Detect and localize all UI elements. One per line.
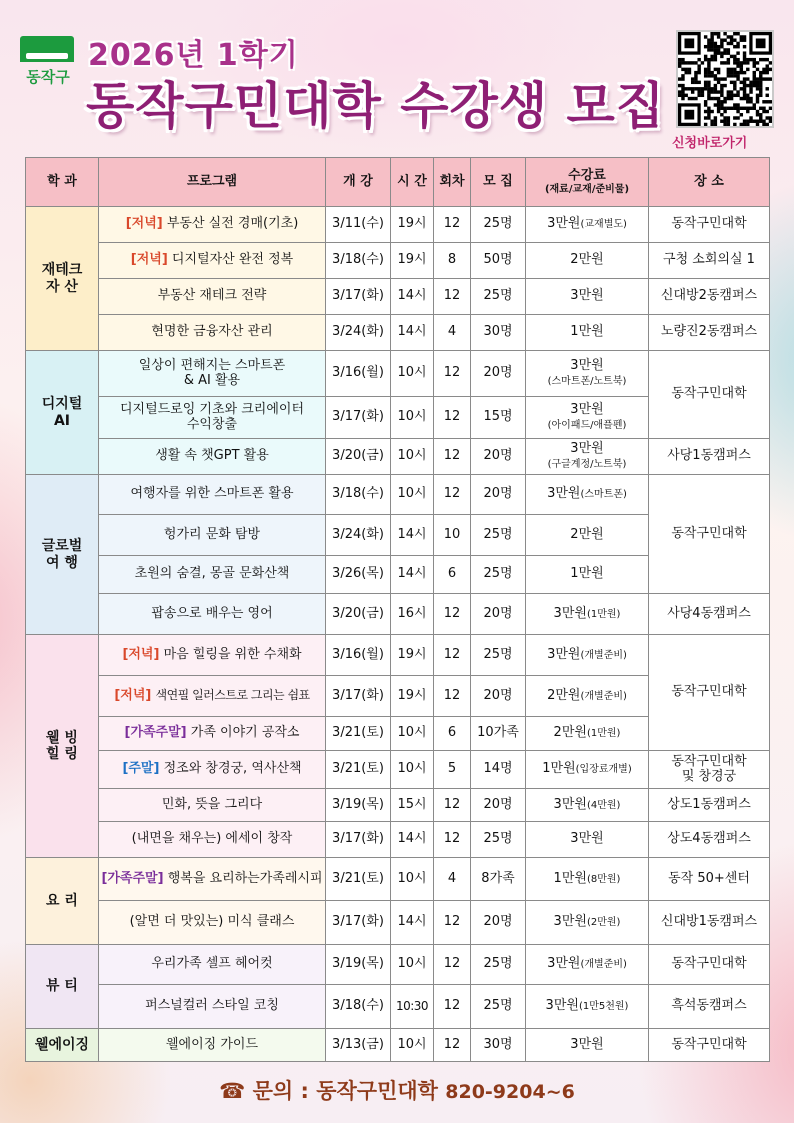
program-cell: [99, 751, 326, 789]
header-program: 프로그램: [99, 158, 326, 207]
fee-cell: [526, 635, 649, 676]
place-cell: 동작구민대학: [649, 351, 770, 439]
sessions-cell: 12: [434, 676, 471, 717]
sessions-cell: 12: [434, 594, 471, 635]
contact-label: 문의 : 동작구민대학: [252, 1079, 438, 1103]
table-row: [26, 279, 770, 315]
program-cell: [99, 822, 326, 858]
qr-code[interactable]: [676, 30, 774, 128]
dept-cell-beauty: 뷰 티: [26, 945, 99, 1029]
place-cell: 사당1동캠퍼스: [649, 439, 770, 475]
capacity-cell: 20명: [471, 351, 526, 397]
capacity-cell: 20명: [471, 475, 526, 515]
table-header-row: [26, 158, 770, 207]
start-cell: 3/17(화): [326, 397, 391, 439]
capacity-cell: 20명: [471, 789, 526, 822]
header-dept: 학 과: [26, 158, 99, 207]
program-cell: [99, 676, 326, 717]
start-cell: 3/24(화): [326, 515, 391, 556]
apply-link-label[interactable]: 신청바로가기: [672, 136, 748, 151]
fee-value: 2만원: [570, 252, 604, 268]
time-cell: 19시: [391, 207, 434, 243]
fee-note: (입장료개별): [575, 764, 632, 776]
dept-cell-digital: 디지털 AI: [26, 351, 99, 475]
header-time: 시 간: [391, 158, 434, 207]
program-tag: [주말]: [122, 761, 160, 777]
capacity-cell: 15명: [471, 397, 526, 439]
start-cell: 3/19(목): [326, 945, 391, 985]
capacity-cell: 20명: [471, 439, 526, 475]
fee-note: (1만원): [586, 728, 621, 740]
header-fee-label: 수강료: [568, 167, 606, 183]
time-cell: 10시: [391, 475, 434, 515]
program-cell: [99, 351, 326, 397]
place-cell: 동작 50+센터: [649, 858, 770, 901]
program-name: 색연필 일러스트로 그리는 쉼표: [155, 687, 310, 702]
time-cell: 19시: [391, 243, 434, 279]
table-row: [26, 207, 770, 243]
time-cell: 10:30: [391, 985, 434, 1029]
program-name: 현명한 금융자산 관리: [151, 324, 273, 340]
contact-number: 820-9204~6: [445, 1081, 575, 1103]
fee-cell: [526, 243, 649, 279]
table-row: [26, 945, 770, 985]
time-cell: 14시: [391, 556, 434, 594]
fee-note: (교재별도): [580, 219, 627, 231]
place-cell: 상도1동캠퍼스: [649, 789, 770, 822]
fee-note: (스마트폰/노트북): [547, 375, 627, 387]
program-name: 여행자를 위한 스마트폰 활용: [130, 486, 294, 502]
start-cell: 3/18(수): [326, 985, 391, 1029]
program-tag: [저녁]: [122, 646, 160, 662]
time-cell: 10시: [391, 945, 434, 985]
fee-cell: [526, 515, 649, 556]
place-cell: 동작구민대학: [649, 635, 770, 751]
fee-value: 3만원: [545, 998, 579, 1014]
header-fee-sub: (재료/교재/준비물): [544, 183, 630, 195]
phone-icon: ☎: [219, 1079, 246, 1103]
start-cell: 3/17(화): [326, 901, 391, 945]
program-cell: [99, 243, 326, 279]
fee-note: (개별준비): [580, 959, 627, 971]
sessions-cell: 12: [434, 439, 471, 475]
capacity-cell: 50명: [471, 243, 526, 279]
place-cell: 동작구민대학: [649, 1029, 770, 1062]
fee-cell: [526, 822, 649, 858]
capacity-cell: 25명: [471, 985, 526, 1029]
program-name: 부동산 재테크 전략: [157, 288, 267, 304]
sessions-cell: 12: [434, 635, 471, 676]
sessions-cell: 12: [434, 789, 471, 822]
logo-text: 동작구: [26, 68, 70, 86]
fee-value: 1만원: [570, 324, 604, 340]
dept-cell-travel: 글로벌 여 행: [26, 475, 99, 635]
program-tag: [저녁]: [130, 252, 168, 268]
sessions-cell: 5: [434, 751, 471, 789]
fee-value: 1만원: [570, 566, 604, 582]
fee-value: 3만원: [570, 440, 604, 456]
table-row: [26, 901, 770, 945]
time-cell: 15시: [391, 789, 434, 822]
sessions-cell: 12: [434, 475, 471, 515]
fee-note: (1만원): [586, 608, 621, 620]
table-row: [26, 789, 770, 822]
fee-note: (2만원): [586, 917, 621, 929]
fee-cell: [526, 1029, 649, 1062]
time-cell: 14시: [391, 901, 434, 945]
capacity-cell: 8가족: [471, 858, 526, 901]
program-cell: [99, 315, 326, 351]
semester-subtitle: 2026년 1학기: [88, 38, 299, 73]
start-cell: 3/13(금): [326, 1029, 391, 1062]
fee-cell: [526, 717, 649, 751]
sessions-cell: 6: [434, 556, 471, 594]
start-cell: 3/17(화): [326, 822, 391, 858]
fee-cell: [526, 594, 649, 635]
program-name: 마음 힐링을 위한 수채화: [163, 646, 302, 662]
header-sessions: 회차: [434, 158, 471, 207]
sessions-cell: 12: [434, 351, 471, 397]
start-cell: 3/20(금): [326, 594, 391, 635]
program-cell: [99, 1029, 326, 1062]
fee-cell: [526, 789, 649, 822]
sessions-cell: 4: [434, 315, 471, 351]
capacity-cell: 20명: [471, 901, 526, 945]
start-cell: 3/11(수): [326, 207, 391, 243]
fee-cell: [526, 351, 649, 397]
fee-note: (1만5천원): [578, 1001, 629, 1013]
fee-note: (스마트폰): [580, 489, 627, 501]
table-row: [26, 985, 770, 1029]
program-cell: [99, 207, 326, 243]
program-cell: [99, 635, 326, 676]
program-name: 민화, 뜻을 그리다: [161, 796, 263, 812]
fee-note: (8만원): [586, 873, 621, 885]
table-row: [26, 594, 770, 635]
table-row: [26, 1029, 770, 1062]
time-cell: 19시: [391, 635, 434, 676]
program-name: 팝송으로 배우는 영어: [151, 605, 273, 621]
header-place: 장 소: [649, 158, 770, 207]
fee-value: 2만원: [553, 725, 587, 741]
fee-cell: [526, 901, 649, 945]
program-name: 헝가리 문화 탐방: [163, 526, 261, 542]
program-name: 초원의 숨결, 몽골 문화산책: [134, 566, 290, 582]
table-row: [26, 858, 770, 901]
fee-value: 2만원: [547, 687, 581, 703]
fee-cell: [526, 676, 649, 717]
fee-cell: [526, 315, 649, 351]
program-cell: [99, 397, 326, 439]
dongjak-logo: [20, 36, 76, 98]
time-cell: 16시: [391, 594, 434, 635]
program-cell: [99, 279, 326, 315]
program-name: 정조와 창경궁, 역사산책: [163, 761, 302, 777]
dept-cell-finance: 재테크 자 산: [26, 207, 99, 351]
contact-footer: [0, 1075, 794, 1105]
time-cell: 10시: [391, 397, 434, 439]
start-cell: 3/17(화): [326, 279, 391, 315]
time-cell: 10시: [391, 351, 434, 397]
capacity-cell: 25명: [471, 515, 526, 556]
sessions-cell: 12: [434, 1029, 471, 1062]
capacity-cell: 14명: [471, 751, 526, 789]
sessions-cell: 12: [434, 279, 471, 315]
fee-cell: [526, 751, 649, 789]
program-cell: [99, 556, 326, 594]
dept-cell-wellbeing: 웰 빙 힐 링: [26, 635, 99, 858]
sessions-cell: 12: [434, 207, 471, 243]
fee-value: 3만원: [547, 216, 581, 232]
place-cell: 사당4동캠퍼스: [649, 594, 770, 635]
program-cell: [99, 594, 326, 635]
start-cell: 3/26(목): [326, 556, 391, 594]
sessions-cell: 12: [434, 945, 471, 985]
table-row: [26, 751, 770, 789]
table-row: [26, 475, 770, 515]
sessions-cell: 6: [434, 717, 471, 751]
capacity-cell: 25명: [471, 556, 526, 594]
capacity-cell: 20명: [471, 676, 526, 717]
table-row: [26, 822, 770, 858]
program-cell: [99, 858, 326, 901]
fee-cell: [526, 985, 649, 1029]
place-cell: 신대방1동캠퍼스: [649, 901, 770, 945]
sessions-cell: 10: [434, 515, 471, 556]
place-cell: 동작구민대학 및 창경궁: [649, 751, 770, 789]
fee-value: 3만원: [570, 401, 604, 417]
sessions-cell: 12: [434, 985, 471, 1029]
fee-note: (개별준비): [580, 690, 627, 702]
fee-note: (구글계정/노트북): [547, 458, 627, 470]
start-cell: 3/18(수): [326, 243, 391, 279]
fee-note: (4만원): [586, 799, 621, 811]
dept-cell-aging: 웰에이징: [26, 1029, 99, 1062]
start-cell: 3/21(토): [326, 858, 391, 901]
place-cell: 동작구민대학: [649, 475, 770, 594]
fee-value: 3만원: [570, 288, 604, 304]
program-tag: [가족주말]: [124, 725, 187, 741]
table-row: [26, 315, 770, 351]
place-cell: 동작구민대학: [649, 945, 770, 985]
start-cell: 3/20(금): [326, 439, 391, 475]
capacity-cell: 25명: [471, 635, 526, 676]
place-cell: 구청 소회의실 1: [649, 243, 770, 279]
fee-cell: [526, 556, 649, 594]
start-cell: 3/16(월): [326, 635, 391, 676]
start-cell: 3/24(화): [326, 315, 391, 351]
start-cell: 3/18(수): [326, 475, 391, 515]
program-tag: [가족주말]: [101, 870, 164, 886]
start-cell: 3/21(토): [326, 751, 391, 789]
table-row: [26, 439, 770, 475]
fee-value: 1만원: [553, 870, 587, 886]
capacity-cell: 30명: [471, 1029, 526, 1062]
fee-value: 3만원: [570, 357, 604, 373]
capacity-cell: 25명: [471, 945, 526, 985]
fee-value: 3만원: [570, 1036, 604, 1052]
fee-value: 1만원: [542, 761, 576, 777]
program-name: 웰에이징 가이드: [165, 1036, 259, 1052]
place-cell: 동작구민대학: [649, 207, 770, 243]
time-cell: 10시: [391, 751, 434, 789]
capacity-cell: 20명: [471, 594, 526, 635]
program-name: (알면 더 맛있는) 미식 클래스: [129, 914, 295, 930]
program-name: 일상이 편해지는 스마트폰 & AI 활용: [138, 357, 286, 388]
qr-code-icon: [678, 32, 772, 126]
program-cell: [99, 945, 326, 985]
time-cell: 14시: [391, 515, 434, 556]
program-name: 가족 이야기 공작소: [190, 725, 300, 741]
program-cell: [99, 901, 326, 945]
time-cell: 10시: [391, 717, 434, 751]
logo-emblem: [20, 36, 74, 62]
capacity-cell: 30명: [471, 315, 526, 351]
time-cell: 19시: [391, 676, 434, 717]
program-cell: [99, 985, 326, 1029]
table-row: [26, 351, 770, 397]
start-cell: 3/21(토): [326, 717, 391, 751]
course-table: [25, 157, 770, 1062]
fee-value: 3만원: [553, 605, 587, 621]
fee-cell: [526, 207, 649, 243]
program-name: 디지털드로잉 기초와 크리에이터 수익창출: [119, 401, 305, 432]
header-start: 개 강: [326, 158, 391, 207]
place-cell: 흑석동캠퍼스: [649, 985, 770, 1029]
place-cell: 노량진2동캠퍼스: [649, 315, 770, 351]
capacity-cell: 25명: [471, 822, 526, 858]
fee-value: 2만원: [570, 526, 604, 542]
start-cell: 3/16(월): [326, 351, 391, 397]
fee-cell: [526, 475, 649, 515]
fee-cell: [526, 945, 649, 985]
program-name: 디지털자산 완전 정복: [171, 252, 294, 268]
page-title: 동작구민대학 수강생 모집: [86, 77, 666, 135]
fee-cell: [526, 397, 649, 439]
fee-cell: [526, 439, 649, 475]
start-cell: 3/17(화): [326, 676, 391, 717]
fee-value: 3만원: [570, 831, 604, 847]
fee-value: 3만원: [547, 486, 581, 502]
program-cell: [99, 439, 326, 475]
sessions-cell: 4: [434, 858, 471, 901]
dept-cell-cooking: 요 리: [26, 858, 99, 945]
place-cell: 신대방2동캠퍼스: [649, 279, 770, 315]
time-cell: 14시: [391, 822, 434, 858]
table-row: [26, 243, 770, 279]
program-cell: [99, 789, 326, 822]
header-capacity: 모 집: [471, 158, 526, 207]
program-name: 행복을 요리하는가족레시피: [167, 870, 323, 886]
program-tag: [저녁]: [114, 687, 152, 703]
program-name: 생활 속 챗GPT 활용: [155, 448, 269, 464]
fee-cell: [526, 858, 649, 901]
fee-value: 3만원: [553, 914, 587, 930]
program-cell: [99, 515, 326, 556]
time-cell: 10시: [391, 1029, 434, 1062]
sessions-cell: 12: [434, 822, 471, 858]
time-cell: 14시: [391, 279, 434, 315]
fee-note: (아이패드/애플펜): [547, 419, 627, 431]
table-row: [26, 635, 770, 676]
fee-note: (개별준비): [580, 649, 627, 661]
capacity-cell: 25명: [471, 279, 526, 315]
program-name: 우리가족 셀프 헤어컷: [151, 956, 273, 972]
program-name: 부동산 실전 경매(기초): [166, 216, 299, 232]
fee-value: 3만원: [553, 796, 587, 812]
time-cell: 10시: [391, 439, 434, 475]
time-cell: 14시: [391, 315, 434, 351]
program-cell: [99, 475, 326, 515]
fee-cell: [526, 279, 649, 315]
sessions-cell: 8: [434, 243, 471, 279]
program-tag: [저녁]: [125, 216, 163, 232]
header-fee: [526, 158, 649, 207]
fee-value: 3만원: [547, 956, 581, 972]
time-cell: 10시: [391, 858, 434, 901]
place-cell: 상도4동캠퍼스: [649, 822, 770, 858]
start-cell: 3/19(목): [326, 789, 391, 822]
capacity-cell: 25명: [471, 207, 526, 243]
capacity-cell: 10가족: [471, 717, 526, 751]
program-cell: [99, 717, 326, 751]
program-name: (내면을 채우는) 에세이 창작: [131, 831, 293, 847]
program-name: 퍼스널컬러 스타일 코칭: [145, 998, 279, 1014]
sessions-cell: 12: [434, 901, 471, 945]
fee-value: 3만원: [547, 646, 581, 662]
sessions-cell: 12: [434, 397, 471, 439]
